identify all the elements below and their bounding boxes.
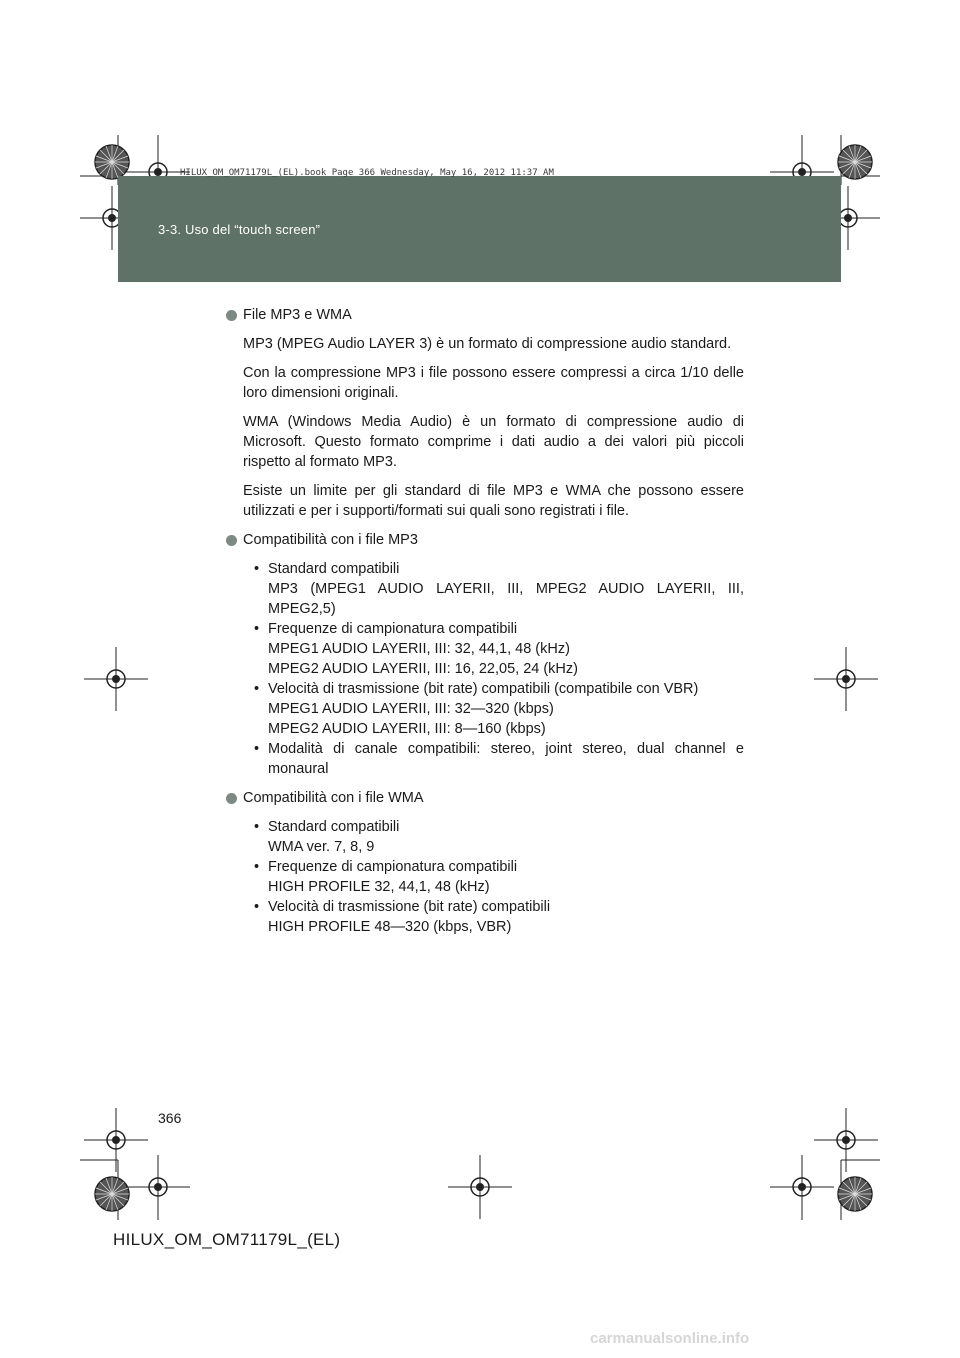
bullet-icon: • bbox=[254, 621, 260, 637]
page-content bbox=[226, 305, 744, 946]
section-wma bbox=[226, 788, 744, 937]
section-bullet-icon bbox=[226, 310, 237, 321]
paragraph: WMA (Windows Media Audio) è un formato di compressione audio di Microsoft. Questo formato comprime i dati audio a dei valori più piccoli rispetto al formato MP3. bbox=[243, 414, 744, 470]
section-bullet-icon bbox=[226, 793, 237, 804]
list-item bbox=[254, 739, 744, 779]
list-item bbox=[254, 559, 744, 619]
page-number: 366 bbox=[158, 1110, 182, 1126]
list-item bbox=[254, 857, 744, 897]
paragraph: Esiste un limite per gli standard di file MP3 e WMA che possono essere utilizzati e per i supporti/formati sui quali sono registrati i file. bbox=[243, 483, 744, 519]
section-mp3 bbox=[226, 530, 744, 779]
list-item-head: Frequenze di campionatura compatibili bbox=[268, 859, 518, 875]
book-stamp: HILUX_OM_OM71179L_(EL).book Page 366 Wednesday, May 16, 2012 11:37 AM bbox=[180, 168, 554, 178]
list-item-line: MPEG1 AUDIO LAYERII, III: 32—320 (kbps) bbox=[268, 701, 554, 717]
section-files bbox=[226, 305, 744, 521]
list-item bbox=[254, 897, 744, 937]
list-item-line: HIGH PROFILE 32, 44,1, 48 (kHz) bbox=[268, 879, 490, 895]
list-item-line: HIGH PROFILE 48—320 (kbps, VBR) bbox=[268, 919, 512, 935]
bullet-icon: • bbox=[254, 899, 260, 915]
list-item-line: MPEG2 AUDIO LAYERII, III: 16, 22,05, 24 (kHz) bbox=[268, 661, 578, 677]
paragraph: Con la compressione MP3 i file possono essere compressi a circa 1/10 delle loro dimensioni originali. bbox=[243, 365, 744, 401]
list-item-head: Velocità di trasmissione (bit rate) compatibili bbox=[268, 899, 551, 915]
list-item bbox=[254, 619, 744, 679]
section-title: 3-3. Uso del “touch screen” bbox=[158, 222, 321, 237]
bullet-icon: • bbox=[254, 561, 260, 577]
bullet-icon: • bbox=[254, 741, 260, 757]
bullet-icon: • bbox=[254, 859, 260, 875]
section-title-wma: Compatibilità con i file WMA bbox=[243, 790, 424, 806]
list-item-line: WMA ver. 7, 8, 9 bbox=[268, 839, 375, 855]
list-item-head: Frequenze di campionatura compatibili bbox=[268, 621, 518, 637]
list-item-line: MPEG1 AUDIO LAYERII, III: 32, 44,1, 48 (kHz) bbox=[268, 641, 570, 657]
list-item-line: MPEG2 AUDIO LAYERII, III: 8—160 (kbps) bbox=[268, 721, 546, 737]
list-item-head: Standard compatibili bbox=[268, 819, 400, 835]
section-title-files: File MP3 e WMA bbox=[243, 307, 352, 323]
section-title-mp3: Compatibilità con i file MP3 bbox=[243, 532, 418, 548]
paragraph: MP3 (MPEG Audio LAYER 3) è un formato di compressione audio standard. bbox=[243, 336, 732, 352]
bullet-icon: • bbox=[254, 681, 260, 697]
list-item-head: Velocità di trasmissione (bit rate) compatibili (compatibile con VBR) bbox=[268, 681, 699, 697]
list-item-text: Modalità di canale compatibili: stereo, joint stereo, dual channel e monaural bbox=[268, 741, 744, 777]
list-item-head: Standard compatibili bbox=[268, 561, 400, 577]
section-bullet-icon bbox=[226, 535, 237, 546]
bullet-icon: • bbox=[254, 819, 260, 835]
list-item bbox=[254, 679, 744, 739]
list-item bbox=[254, 817, 744, 857]
list-item-line: MP3 (MPEG1 AUDIO LAYERII, III, MPEG2 AUDIO LAYERII, III, bbox=[268, 581, 744, 597]
footer-code: HILUX_OM_OM71179L_(EL) bbox=[113, 1230, 341, 1249]
list-item-line: MPEG2,5) bbox=[268, 601, 336, 617]
watermark: carmanualsonline.info bbox=[590, 1330, 750, 1347]
